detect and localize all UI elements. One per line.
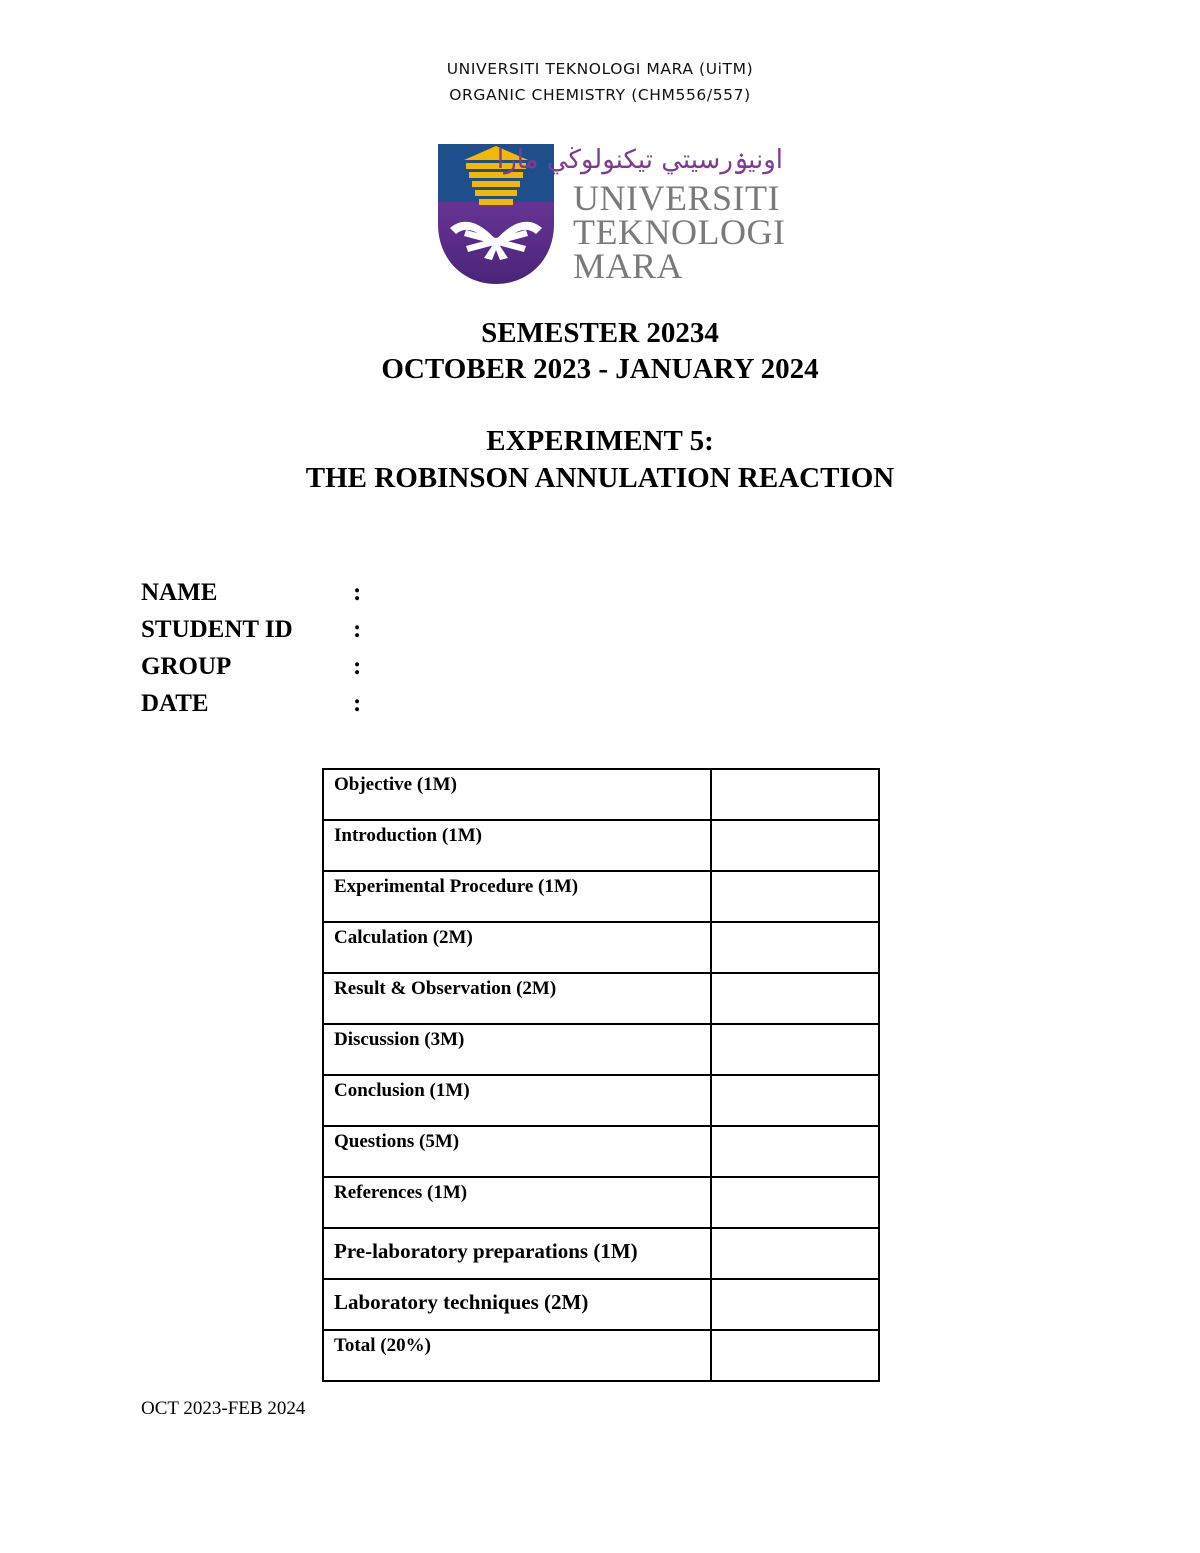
table-row-total — [323, 1330, 879, 1381]
table-row — [323, 1177, 879, 1228]
logo-word-mara: MARA — [573, 246, 684, 286]
info-label: STUDENT ID — [141, 616, 293, 643]
logo-word-teknologi: TEKNOLOGI — [573, 212, 786, 252]
criterion-cell: Conclusion (1M) — [323, 1075, 711, 1126]
criterion-cell: Experimental Procedure (1M) — [323, 871, 711, 922]
score-cell — [711, 1228, 879, 1279]
criterion-cell: Discussion (3M) — [323, 1024, 711, 1075]
score-cell — [711, 1330, 879, 1381]
score-cell — [711, 820, 879, 871]
experiment-title: THE ROBINSON ANNULATION REACTION — [305, 462, 895, 494]
info-label: GROUP — [141, 653, 232, 680]
score-cell — [711, 1126, 879, 1177]
table-row — [323, 922, 879, 973]
logo-word-universiti: UNIVERSITI — [573, 178, 780, 218]
score-cell — [711, 1177, 879, 1228]
criterion-cell: Total (20%) — [323, 1330, 711, 1381]
criterion-cell: Result & Observation (2M) — [323, 973, 711, 1024]
criterion-cell: Questions (5M) — [323, 1126, 711, 1177]
score-cell — [711, 871, 879, 922]
university-header: UNIVERSITI TEKNOLOGI MARA (UiTM) — [446, 60, 754, 78]
criterion-cell: Laboratory techniques (2M) — [323, 1279, 711, 1330]
semester-title: SEMESTER 20234 — [481, 317, 719, 349]
criterion-cell: Calculation (2M) — [323, 922, 711, 973]
score-cell — [711, 769, 879, 820]
table-row — [323, 871, 879, 922]
table-row — [323, 1024, 879, 1075]
criterion-cell: Pre-laboratory preparations (1M) — [323, 1228, 711, 1279]
info-colon: : — [353, 690, 362, 717]
table-row — [323, 820, 879, 871]
table-row — [323, 769, 879, 820]
course-header: ORGANIC CHEMISTRY (CHM556/557) — [449, 86, 751, 104]
table-row — [323, 973, 879, 1024]
table-row — [323, 1279, 879, 1330]
score-cell — [711, 1075, 879, 1126]
criterion-cell: References (1M) — [323, 1177, 711, 1228]
table-row — [323, 1075, 879, 1126]
score-cell — [711, 1279, 879, 1330]
criterion-cell: Objective (1M) — [323, 769, 711, 820]
score-cell — [711, 973, 879, 1024]
jawi-logo-text: اونيۏرسيتي تيكنولوڬي مارا — [496, 145, 783, 175]
info-label: NAME — [141, 579, 218, 606]
table-row — [323, 1228, 879, 1279]
info-label: DATE — [141, 690, 209, 717]
info-colon: : — [353, 616, 362, 643]
semester-period: OCTOBER 2023 - JANUARY 2024 — [381, 353, 819, 385]
criterion-cell: Introduction (1M) — [323, 820, 711, 871]
table-row — [323, 1126, 879, 1177]
info-colon: : — [353, 653, 362, 680]
experiment-number: EXPERIMENT 5: — [486, 425, 714, 457]
score-cell — [711, 922, 879, 973]
info-colon: : — [353, 579, 362, 606]
score-cell — [711, 1024, 879, 1075]
marks-table — [322, 768, 880, 1382]
uitm-logo — [436, 142, 786, 287]
page-footer: OCT 2023-FEB 2024 — [141, 1398, 306, 1419]
